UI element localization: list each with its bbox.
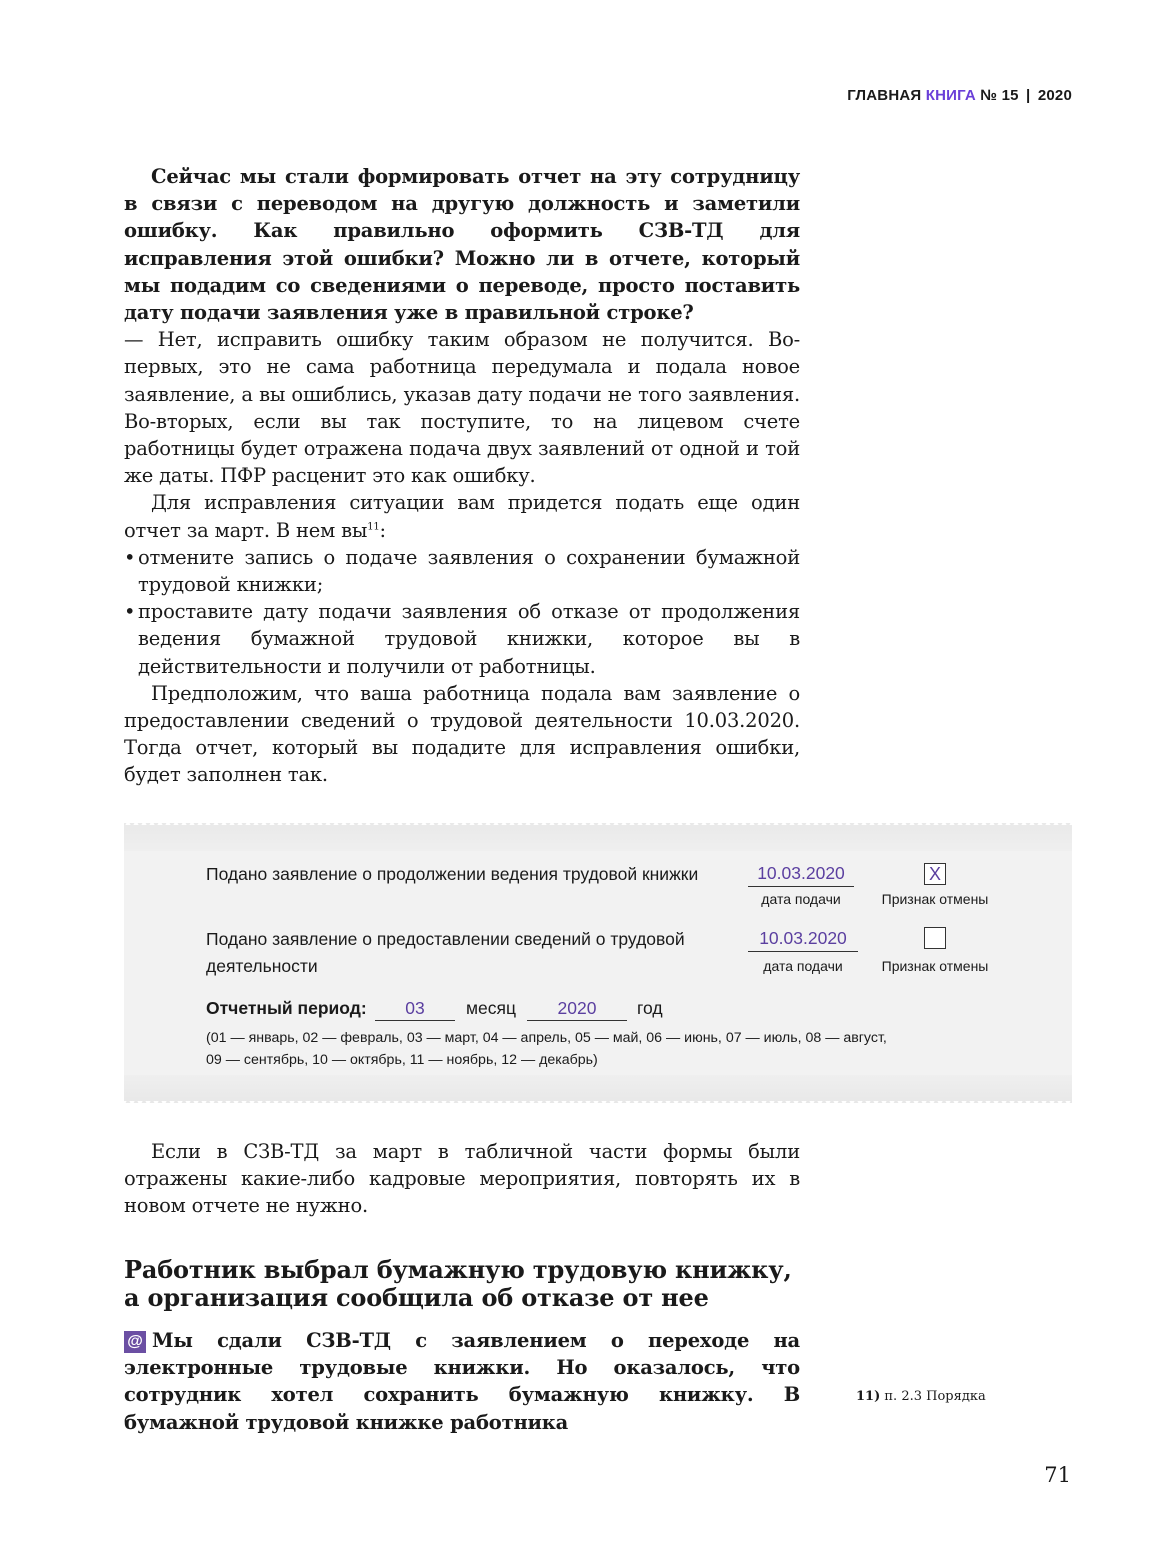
year-word: год [637, 998, 663, 1018]
after-form-text: Если в СЗВ-ТД за март в табличной части формы были отражены какие-либо кадровые мероприятия, повторять их в новом отчете не нужно. [124, 1140, 800, 1218]
row1-label: Подано заявление о продолжении ведения трудовой книжки [206, 864, 699, 884]
footnote-text: п. 2.3 Порядка [884, 1389, 986, 1404]
running-header [847, 87, 1072, 104]
panel-bottom-edge [124, 1075, 1072, 1103]
months-note-line1: (01 — январь, 02 — февраль, 03 — март, 04 — апрель, 05 — май, 06 — июнь, 07 — июль, 08 — август, [206, 1030, 887, 1046]
period-label: Отчетный период: [206, 998, 367, 1018]
row1-date-caption: дата подачи [761, 891, 841, 907]
question-1: Сейчас мы стали формировать отчет на эту сотрудницу в связи с переводом на другую должность и заметили ошибку. Как правильно оформить СЗВ-ТД для исправления этой ошибки? Можно ли в отчете, который мы подадим со сведениями о переводе, просто поставить дату подачи заявления уже в правильной строке? [124, 165, 800, 325]
row2-date-field[interactable]: 10.03.2020 [748, 926, 858, 952]
bullet-text: проставите дату подачи заявления об отказе от продолжения ведения бумажной трудовой книжки, которое вы в действительности и получили от работницы. [138, 600, 800, 678]
form-sample-panel [124, 823, 1072, 1103]
period-year-field[interactable]: 2020 [527, 996, 627, 1021]
issue-year: 2020 [1037, 87, 1072, 104]
qa-block [124, 163, 800, 789]
answer-1: — Нет, исправить ошибку таким образом не получится. Во-первых, это не сама работница передумала и подала новое заявление, а вы ошиблись, указав дату подачи не того заявления. Во-вторых, если вы так поступите, то на лицевом счете работницы будет отражена подача двух заявлений от одной и той же даты. ПФР расценит это как ошибку. [124, 328, 800, 488]
header-separator: | [1026, 87, 1031, 104]
question-2 [124, 1327, 800, 1436]
section-title-line1: Работник выбрал бумажную трудовую книжку, [124, 1255, 792, 1284]
bullet-text: отмените запись о подаче заявления о сохранении бумажной трудовой книжки; [138, 545, 800, 597]
magazine-name-part1: ГЛАВНАЯ [847, 87, 922, 104]
magazine-name-part2: КНИГА [925, 87, 976, 104]
bullet-list [124, 544, 800, 680]
question-2-block [124, 1327, 800, 1436]
issue-number: № 15 [980, 87, 1019, 104]
footnote-ref[interactable]: 11 [367, 521, 380, 533]
row1-cancel-checkbox[interactable]: X [924, 863, 946, 885]
list-item [124, 598, 800, 680]
perforation-top [124, 821, 1072, 825]
answer-2 [124, 489, 800, 543]
answer-2-text: Для исправления ситуации вам придется подать еще один отчет за март. В нем вы [124, 491, 800, 542]
month-word: месяц [466, 998, 517, 1018]
list-item [124, 544, 800, 598]
page-number: 71 [1044, 1463, 1071, 1487]
row2-label-line2: деятельности [206, 956, 318, 976]
row2-date-caption: дата подачи [763, 958, 843, 974]
footnote-number: 11) [856, 1389, 881, 1404]
row1-date-field[interactable]: 10.03.2020 [748, 861, 854, 887]
bullet-icon: • [124, 545, 136, 569]
months-note-line2: 09 — сентябрь, 10 — октябрь, 11 — ноябрь, 12 — декабрь) [206, 1052, 598, 1068]
answer-2-colon: : [379, 518, 386, 542]
panel-top-edge [124, 823, 1072, 851]
after-form-block [124, 1138, 800, 1220]
row2-label-line1: Подано заявление о предоставлении сведений о трудовой [206, 929, 685, 949]
section-title-line2: а организация сообщила об отказе от нее [124, 1283, 709, 1312]
at-icon: @ [124, 1331, 146, 1353]
row2-checkbox-caption: Признак отмены [881, 958, 989, 974]
answer-3: Предположим, что ваша работница подала вам заявление о предоставлении сведений о трудовой деятельности 10.03.2020. Тогда отчет, который вы подадите для исправления ошибки, будет заполнен так. [124, 681, 800, 787]
bullet-icon: • [124, 600, 136, 624]
question-2-text: Мы сдали СЗВ-ТД с заявлением о переходе на электронные трудовые книжки. Но оказалось, что сотрудник хотел сохранить бумажную книжку. В бумажной трудовой книжке работника [124, 1329, 800, 1434]
section-title [124, 1256, 824, 1312]
row1-checkbox-caption: Признак отмены [881, 891, 989, 907]
perforation-bottom [124, 1101, 1072, 1105]
footnote [856, 1389, 986, 1404]
period-month-field[interactable]: 03 [375, 996, 455, 1021]
row2-cancel-checkbox[interactable] [924, 927, 946, 949]
